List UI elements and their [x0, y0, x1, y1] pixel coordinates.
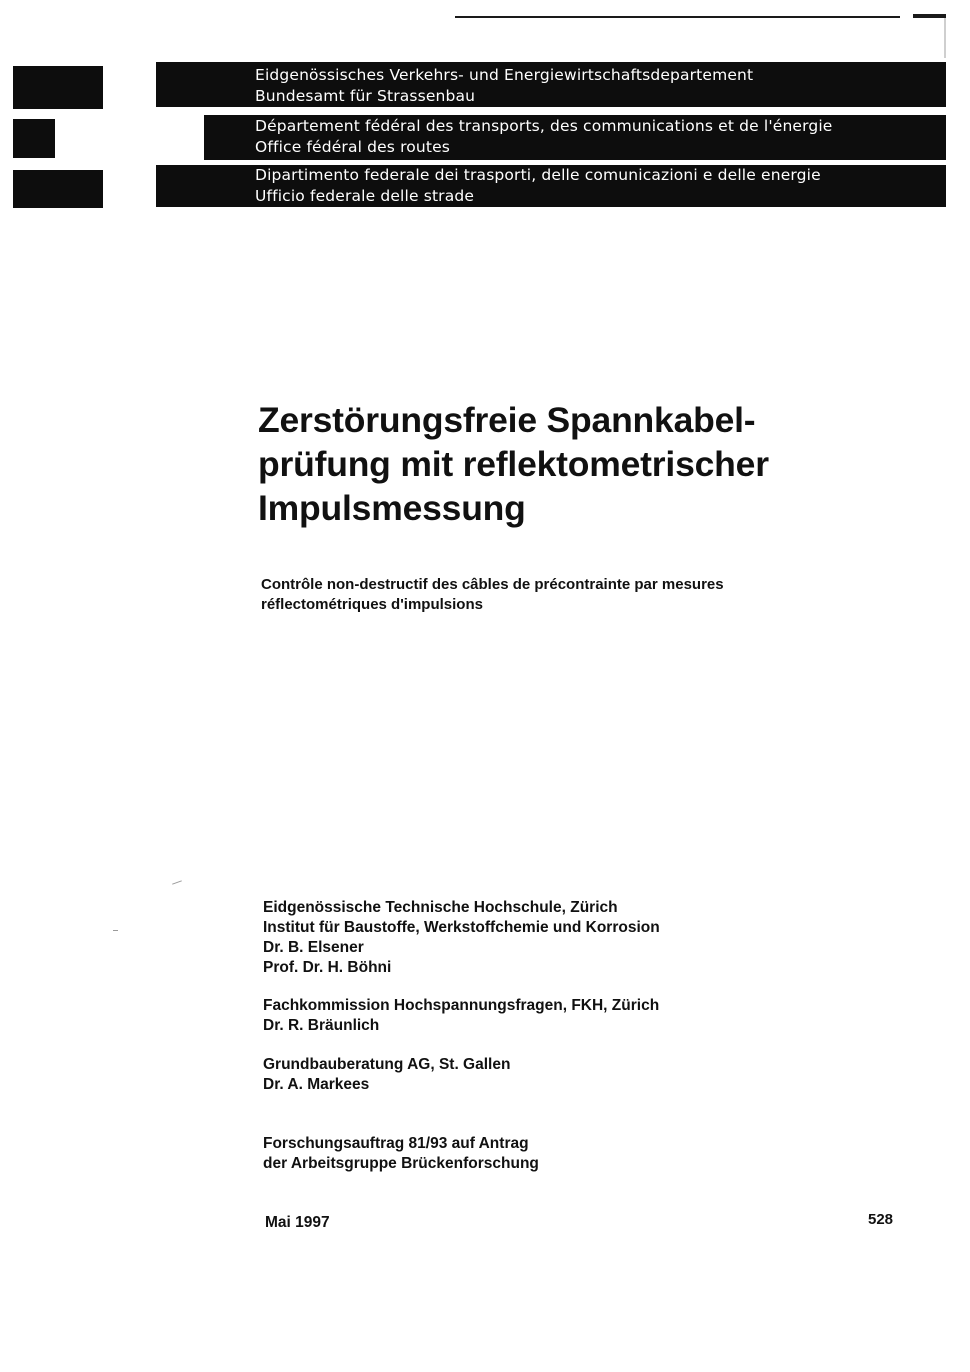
report-number: 528 [868, 1211, 894, 1228]
scan-speck [172, 880, 182, 884]
scan-speck [113, 930, 118, 931]
office-name-italian: Ufficio federale delle strade [255, 187, 475, 205]
department-name-french: Département fédéral des transports, des communications et de l'énergie [255, 117, 833, 135]
author-name: Prof. Dr. H. Böhni [263, 959, 392, 976]
publication-date: Mai 1997 [265, 1214, 330, 1231]
department-bar-german [156, 62, 946, 107]
contributor-fkh [263, 996, 883, 1036]
report-subtitle [261, 575, 881, 615]
research-order-line: Forschungsauftrag 81/93 auf Antrag [263, 1135, 529, 1152]
logo-block-top [13, 66, 103, 109]
institution-name: Eidgenössische Technische Hochschule, Zürich [263, 899, 618, 916]
scan-line [455, 16, 900, 18]
author-name: Dr. B. Elsener [263, 939, 364, 956]
title-line: Impulsmessung [258, 488, 526, 528]
department-bar-french [204, 115, 946, 160]
department-name-german: Eidgenössisches Verkehrs- und Energiewirtschaftsdepartement [255, 66, 754, 84]
scan-mark [913, 14, 946, 18]
subtitle-line: Contrôle non-destructif des câbles de précontrainte par mesures [261, 576, 724, 593]
contributor-eth [263, 898, 883, 978]
title-line: Zerstörungsfreie Spannkabel- [258, 400, 756, 440]
institute-name: Institut für Baustoffe, Werkstoffchemie und Korrosion [263, 919, 660, 936]
department-name-italian: Dipartimento federale dei trasporti, delle comunicazioni e delle energie [255, 166, 821, 184]
institution-name: Fachkommission Hochspannungsfragen, FKH, Zürich [263, 997, 660, 1014]
scan-edge [944, 18, 946, 58]
logo-block-middle [13, 119, 55, 158]
department-bar-italian [156, 165, 946, 207]
institution-name: Grundbauberatung AG, St. Gallen [263, 1056, 511, 1073]
title-line: prüfung mit reflektometrischer [258, 444, 769, 484]
author-name: Dr. A. Markees [263, 1076, 370, 1093]
logo-block-bottom [13, 170, 103, 208]
research-order [263, 1134, 883, 1174]
subtitle-line: réflectométriques d'impulsions [261, 596, 483, 613]
research-order-line: der Arbeitsgruppe Brückenforschung [263, 1155, 539, 1172]
contributor-grundbauberatung [263, 1055, 883, 1095]
author-name: Dr. R. Bräunlich [263, 1017, 380, 1034]
office-name-german: Bundesamt für Strassenbau [255, 87, 476, 105]
office-name-french: Office fédéral des routes [255, 138, 451, 156]
report-title [258, 398, 898, 530]
